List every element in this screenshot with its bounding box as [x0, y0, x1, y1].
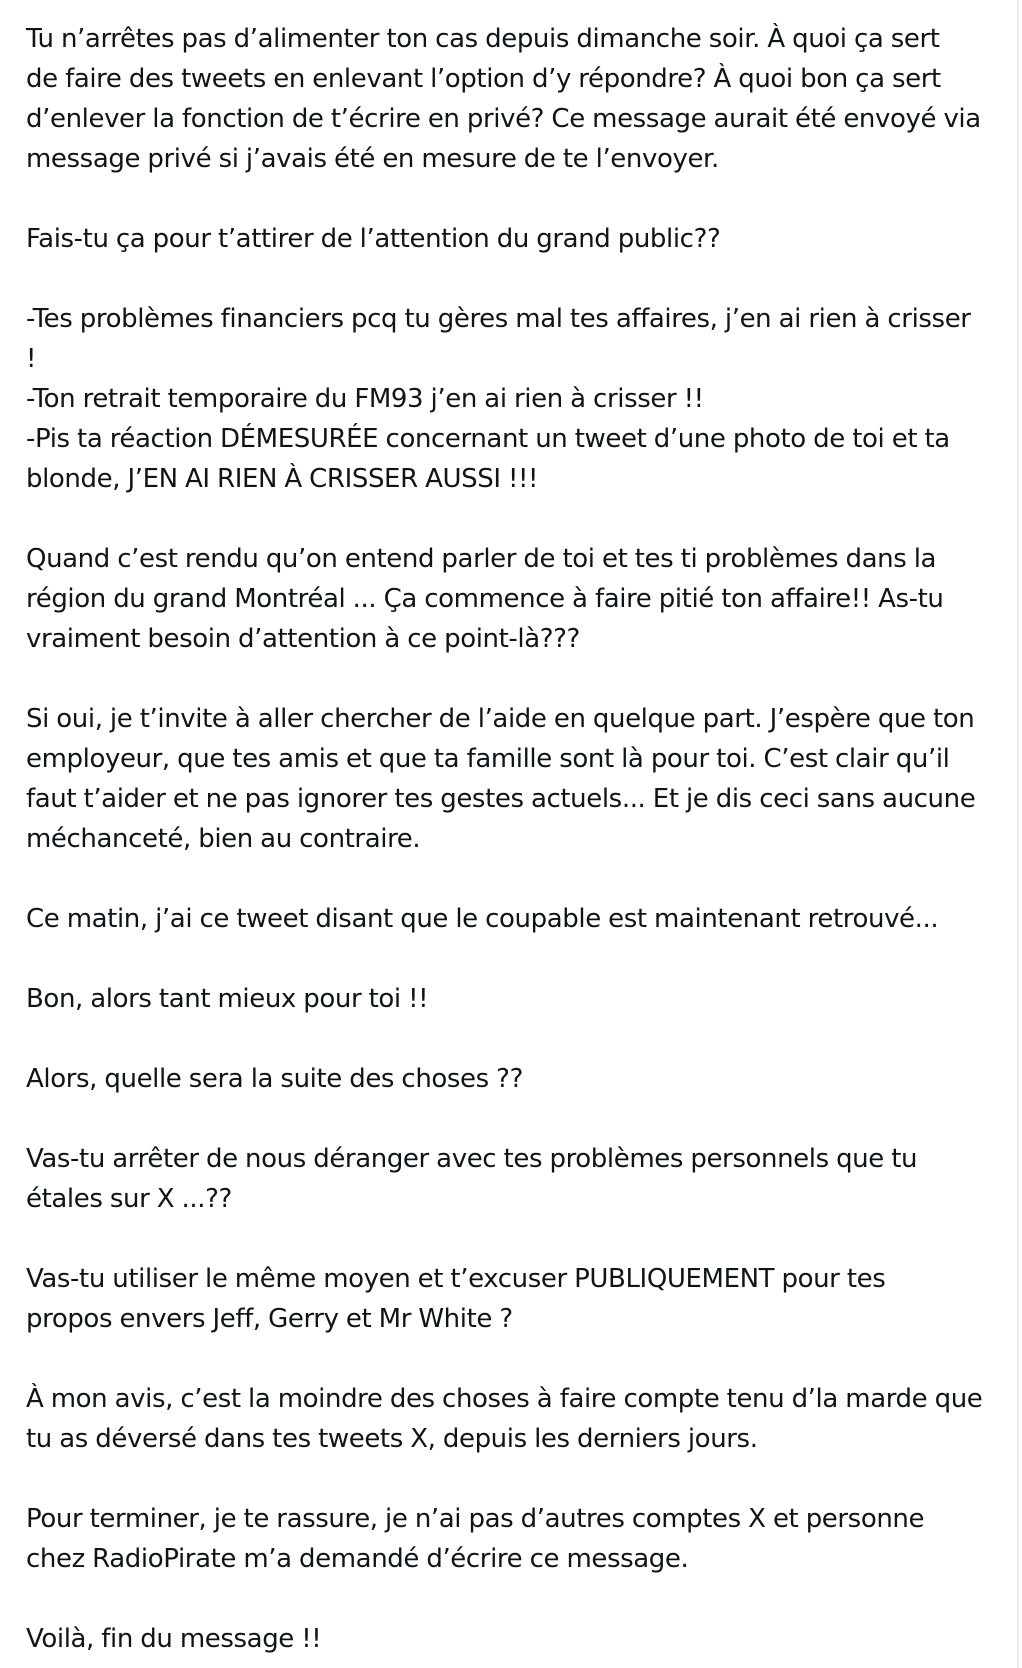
post-text-line: Voilà, fin du message !! — [26, 1624, 322, 1654]
post-text-line: -Tes problèmes financiers pcq tu gères mal tes affaires, j’en ai rien à crisser — [26, 304, 971, 334]
post-text-line: Ce matin, j’ai ce tweet disant que le coupable est maintenant retrouvé... — [26, 904, 939, 934]
paragraph-spacer — [26, 499, 1001, 539]
post-text-line: message privé si j’avais été en mesure de te l’envoyer. — [26, 144, 719, 174]
paragraph-spacer — [26, 659, 1001, 699]
post-text-line: ! — [26, 344, 37, 374]
post-text-line: Bon, alors tant mieux pour toi !! — [26, 984, 429, 1014]
post-text-line: méchanceté, bien au contraire. — [26, 824, 421, 854]
post-paragraph — [26, 1259, 1001, 1339]
post-text-line: tu as déversé dans tes tweets X, depuis les derniers jours. — [26, 1424, 758, 1454]
post-text-line: employeur, que tes amis et que ta famille sont là pour toi. C’est clair qu’il — [26, 744, 950, 774]
post-text-line: Si oui, je t’invite à aller chercher de l’aide en quelque part. J’espère que ton — [26, 704, 975, 734]
paragraph-spacer — [26, 1459, 1001, 1499]
post-text-line: vraiment besoin d’attention à ce point-là??? — [26, 624, 580, 654]
post-text-line: propos envers Jeff, Gerry et Mr White ? — [26, 1304, 513, 1334]
paragraph-spacer — [26, 259, 1001, 299]
post-paragraph — [26, 1499, 1001, 1579]
paragraph-spacer — [26, 859, 1001, 899]
paragraph-spacer — [26, 179, 1001, 219]
paragraph-spacer — [26, 1339, 1001, 1379]
paragraph-spacer — [26, 1099, 1001, 1139]
paragraph-spacer — [26, 1019, 1001, 1059]
post-text-line: Vas-tu utiliser le même moyen et t’excuser PUBLIQUEMENT pour tes — [26, 1264, 886, 1294]
post-paragraph — [26, 299, 1001, 499]
post-text-line: Alors, quelle sera la suite des choses ?? — [26, 1064, 523, 1094]
post-text-line: -Pis ta réaction DÉMESURÉE concernant un tweet d’une photo de toi et ta — [26, 424, 950, 454]
paragraph-spacer — [26, 1219, 1001, 1259]
post-text-line: Quand c’est rendu qu’on entend parler de toi et tes ti problèmes dans la — [26, 544, 937, 574]
post-text-line: blonde, J’EN AI RIEN À CRISSER AUSSI !!! — [26, 464, 539, 494]
paragraph-spacer — [26, 1579, 1001, 1619]
post-text-line: Tu n’arrêtes pas d’alimenter ton cas depuis dimanche soir. À quoi ça sert — [26, 24, 940, 54]
post-paragraph — [26, 899, 1001, 939]
post-text-line: Fais-tu ça pour t’attirer de l’attention du grand public?? — [26, 224, 721, 254]
post-text — [26, 19, 1001, 1659]
post-paragraph — [26, 1139, 1001, 1219]
post-text-line: -Ton retrait temporaire du FM93 j’en ai rien à crisser !! — [26, 384, 704, 414]
post-paragraph — [26, 19, 1001, 179]
paragraph-spacer — [26, 939, 1001, 979]
post-paragraph — [26, 1059, 1001, 1099]
post-text-line: À mon avis, c’est la moindre des choses à faire compte tenu d’la marde que — [26, 1384, 983, 1414]
post-text-line: de faire des tweets en enlevant l’option d’y répondre? À quoi bon ça sert — [26, 64, 941, 94]
post-text-line: chez RadioPirate m’a demandé d’écrire ce message. — [26, 1544, 689, 1574]
post-paragraph — [26, 979, 1001, 1019]
post-text-line: faut t’aider et ne pas ignorer tes gestes actuels... Et je dis ceci sans aucune — [26, 784, 976, 814]
post-paragraph — [26, 219, 1001, 259]
post-paragraph — [26, 1619, 1001, 1659]
post-text-line: Vas-tu arrêter de nous déranger avec tes problèmes personnels que tu — [26, 1144, 918, 1174]
post-paragraph — [26, 699, 1001, 859]
post-text-line: Pour terminer, je te rassure, je n’ai pas d’autres comptes X et personne — [26, 1504, 925, 1534]
post-paragraph — [26, 539, 1001, 659]
post-text-line: étales sur X ...?? — [26, 1184, 232, 1214]
post-text-line: région du grand Montréal ... Ça commence à faire pitié ton affaire!! As-tu — [26, 584, 944, 614]
post-text-line: d’enlever la fonction de t’écrire en privé? Ce message aurait été envoyé via — [26, 104, 981, 134]
post-paragraph — [26, 1379, 1001, 1459]
